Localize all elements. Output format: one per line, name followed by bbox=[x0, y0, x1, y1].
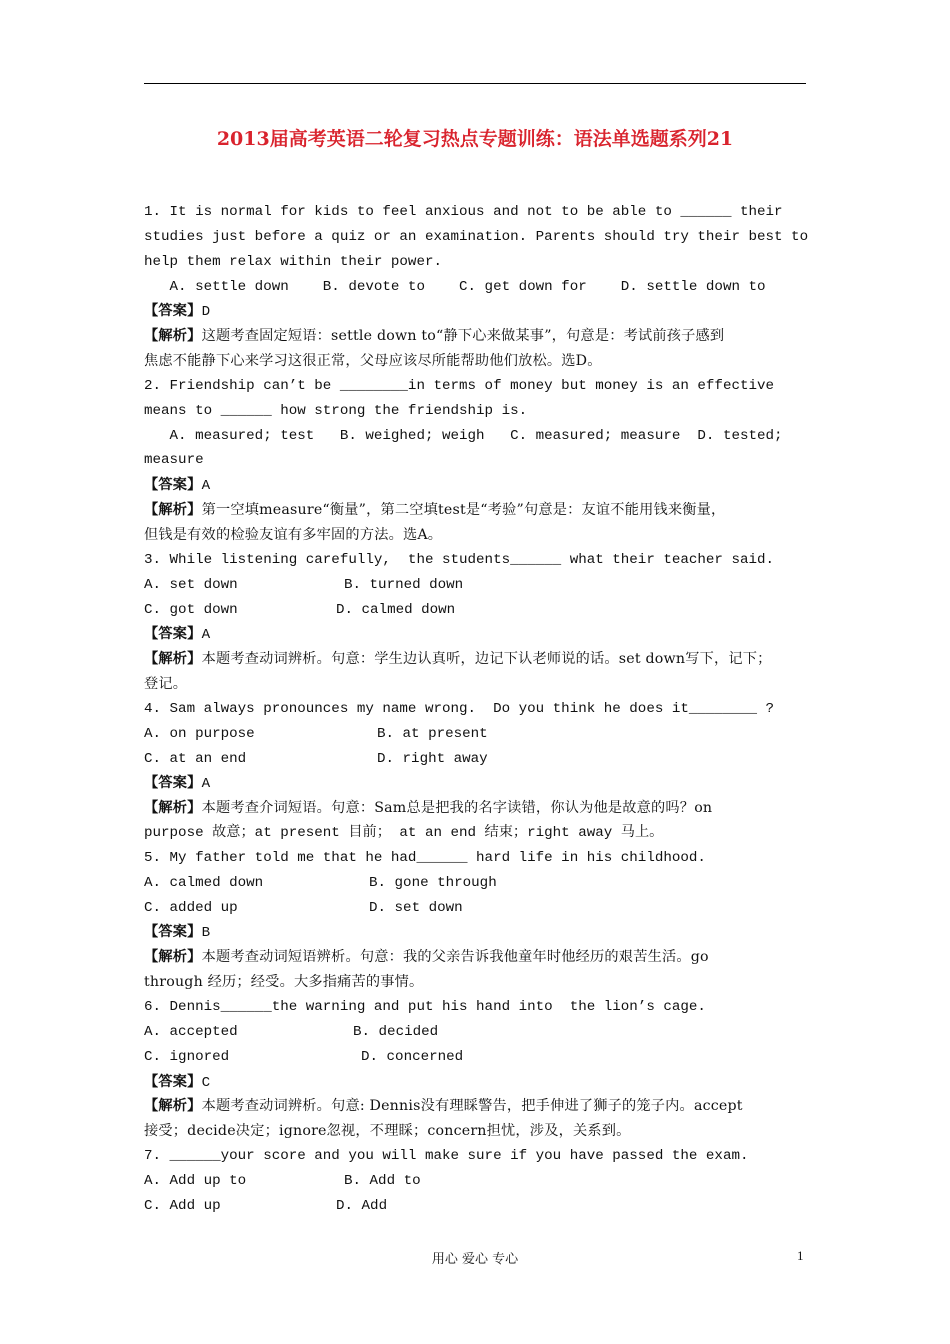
answer-value: A bbox=[201, 478, 211, 495]
document-title: 2013届高考英语二轮复习热点专题训练：语法单选题系列21 bbox=[216, 128, 734, 150]
answer-value: D bbox=[201, 304, 211, 321]
explanation-text: 本题考查介词短语。句意：Sam总是把我的名字读错，你认为他是故意的吗？on bbox=[201, 800, 713, 817]
option-b: B. gone through bbox=[369, 874, 497, 891]
q7-options-cd bbox=[144, 1194, 812, 1219]
answer-tag: 【答案】 bbox=[144, 303, 202, 320]
option-b: B. at present bbox=[377, 725, 488, 742]
option-d: D. right away bbox=[377, 750, 488, 767]
answer-tag: 【答案】 bbox=[144, 626, 202, 643]
q1-stem-line2: studies just before a quiz or an examination. Parents should try their best to bbox=[144, 228, 809, 245]
q4-stem: 4. Sam always pronounces my name wrong. Do you think he does it________ ? bbox=[144, 700, 775, 717]
explanation-text: 本题考查动词辨析。句意：学生边认真听，边记下认老师说的话。set down写下，记下； bbox=[201, 651, 772, 668]
q6-answer bbox=[144, 1070, 812, 1095]
answer-value: C bbox=[201, 1074, 211, 1091]
page-number: 1 bbox=[797, 1248, 804, 1263]
q2-answer bbox=[144, 473, 812, 498]
q2-explanation-line1 bbox=[144, 498, 812, 523]
q3-explanation-line1 bbox=[144, 647, 812, 672]
q1-stem-line1: 1. It is normal for kids to feel anxious and not to be able to ______ their bbox=[144, 204, 783, 220]
q5-options-ab bbox=[144, 871, 812, 896]
q3-options-cd bbox=[144, 598, 812, 623]
q4-explanation-line2: purpose 故意；at present 目前； at an end 结束；right away 马上。 bbox=[144, 825, 664, 842]
option-c: C. got down bbox=[144, 601, 238, 618]
q5-options-cd bbox=[144, 896, 812, 921]
answer-value: B bbox=[201, 925, 211, 942]
explanation-tag: 【解析】 bbox=[144, 800, 202, 817]
q4-options-ab bbox=[144, 722, 812, 747]
q2-options: A. measured; test B. weighed; weigh C. measured; measure D. tested; bbox=[144, 427, 783, 444]
q1-explanation-line2: 焦虑不能静下心来学习这很正常，父母应该尽所能帮助他们放松。选D。 bbox=[144, 353, 602, 370]
q7-options-ab bbox=[144, 1169, 812, 1194]
explanation-tag: 【解析】 bbox=[144, 328, 202, 345]
explanation-tag: 【解析】 bbox=[144, 1098, 202, 1115]
q1-answer bbox=[144, 299, 812, 324]
q5-stem: 5. My father told me that he had______ hard life in his childhood. bbox=[144, 849, 706, 866]
q2-options-cont: measure bbox=[144, 452, 204, 469]
option-c: C. added up bbox=[144, 899, 238, 916]
explanation-text: 第一空填measure“衡量”，第二空填test是“考验”句意是：友谊不能用钱来衡量， bbox=[201, 502, 726, 519]
q7-stem: 7. ______your score and you will make sure if you have passed the exam. bbox=[144, 1148, 749, 1165]
explanation-text: 这题考查固定短语：settle down to“静下心来做某事”，句意是：考试前孩子感到 bbox=[201, 328, 725, 345]
q3-stem: 3. While listening carefully, the students______ what their teacher said. bbox=[144, 551, 775, 568]
option-b: B. decided bbox=[353, 1023, 439, 1040]
explanation-tag: 【解析】 bbox=[144, 502, 202, 519]
page-footer: 用心 爱心 专心 bbox=[431, 1252, 519, 1267]
q2-stem-line1: 2. Friendship can’t be ________in terms of money but money is an effective bbox=[144, 377, 775, 394]
option-b: B. turned down bbox=[344, 576, 464, 593]
answer-tag: 【答案】 bbox=[144, 477, 202, 494]
answer-tag: 【答案】 bbox=[144, 1073, 202, 1090]
header-rule bbox=[144, 83, 806, 84]
option-c: C. at an end bbox=[144, 750, 247, 767]
option-d: D. Add bbox=[336, 1197, 388, 1214]
q1-explanation-line1 bbox=[144, 324, 812, 349]
q5-answer bbox=[144, 920, 812, 945]
option-a: A. Add up to bbox=[144, 1172, 247, 1189]
option-a: A. on purpose bbox=[144, 725, 255, 742]
answer-value: A bbox=[201, 627, 211, 644]
q5-explanation-line2: through 经历；经受。大多指痛苦的事情。 bbox=[144, 974, 424, 991]
option-c: C. Add up bbox=[144, 1197, 221, 1214]
explanation-text: 本题考查动词短语辨析。句意：我的父亲告诉我他童年时他经历的艰苦生活。go bbox=[201, 949, 709, 966]
q2-explanation-line2: 但钱是有效的检验友谊有多牢固的方法。选A。 bbox=[144, 526, 443, 543]
q4-options-cd bbox=[144, 747, 812, 772]
option-c: C. ignored bbox=[144, 1048, 230, 1065]
explanation-tag: 【解析】 bbox=[144, 651, 202, 668]
option-d: D. concerned bbox=[361, 1048, 464, 1065]
q5-explanation-line1 bbox=[144, 945, 812, 970]
q6-stem: 6. Dennis______the warning and put his hand into the lion’s cage. bbox=[144, 999, 706, 1015]
explanation-text: 本题考查动词辨析。句意: Dennis没有理睬警告，把手伸进了狮子的笼子内。accept bbox=[201, 1098, 743, 1115]
q2-stem-line2: means to ______ how strong the friendship is. bbox=[144, 402, 528, 419]
option-d: D. set down bbox=[369, 899, 463, 916]
option-a: A. accepted bbox=[144, 1023, 238, 1040]
q6-options-cd bbox=[144, 1045, 812, 1070]
q6-explanation-line2: 接受；decide决定；ignore忽视，不理睬；concern担忧，涉及，关系到。 bbox=[144, 1123, 631, 1140]
explanation-tag: 【解析】 bbox=[144, 949, 202, 966]
option-a: A. set down bbox=[144, 576, 238, 593]
q3-answer bbox=[144, 622, 812, 647]
answer-tag: 【答案】 bbox=[144, 775, 202, 792]
q3-explanation-line2: 登记。 bbox=[144, 676, 188, 693]
q1-options: A. settle down B. devote to C. get down for D. settle down to bbox=[144, 278, 766, 295]
q3-options-ab bbox=[144, 573, 812, 598]
answer-value: A bbox=[201, 776, 211, 793]
question-list bbox=[144, 200, 812, 1219]
q4-explanation-line1 bbox=[144, 796, 812, 821]
q6-explanation-line1 bbox=[144, 1094, 812, 1119]
q6-options-ab bbox=[144, 1020, 812, 1045]
q1-stem-line3: help them relax within their power. bbox=[144, 253, 442, 270]
option-b: B. Add to bbox=[344, 1172, 421, 1189]
q4-answer bbox=[144, 771, 812, 796]
option-a: A. calmed down bbox=[144, 874, 264, 891]
option-d: D. calmed down bbox=[336, 601, 456, 618]
answer-tag: 【答案】 bbox=[144, 924, 202, 941]
